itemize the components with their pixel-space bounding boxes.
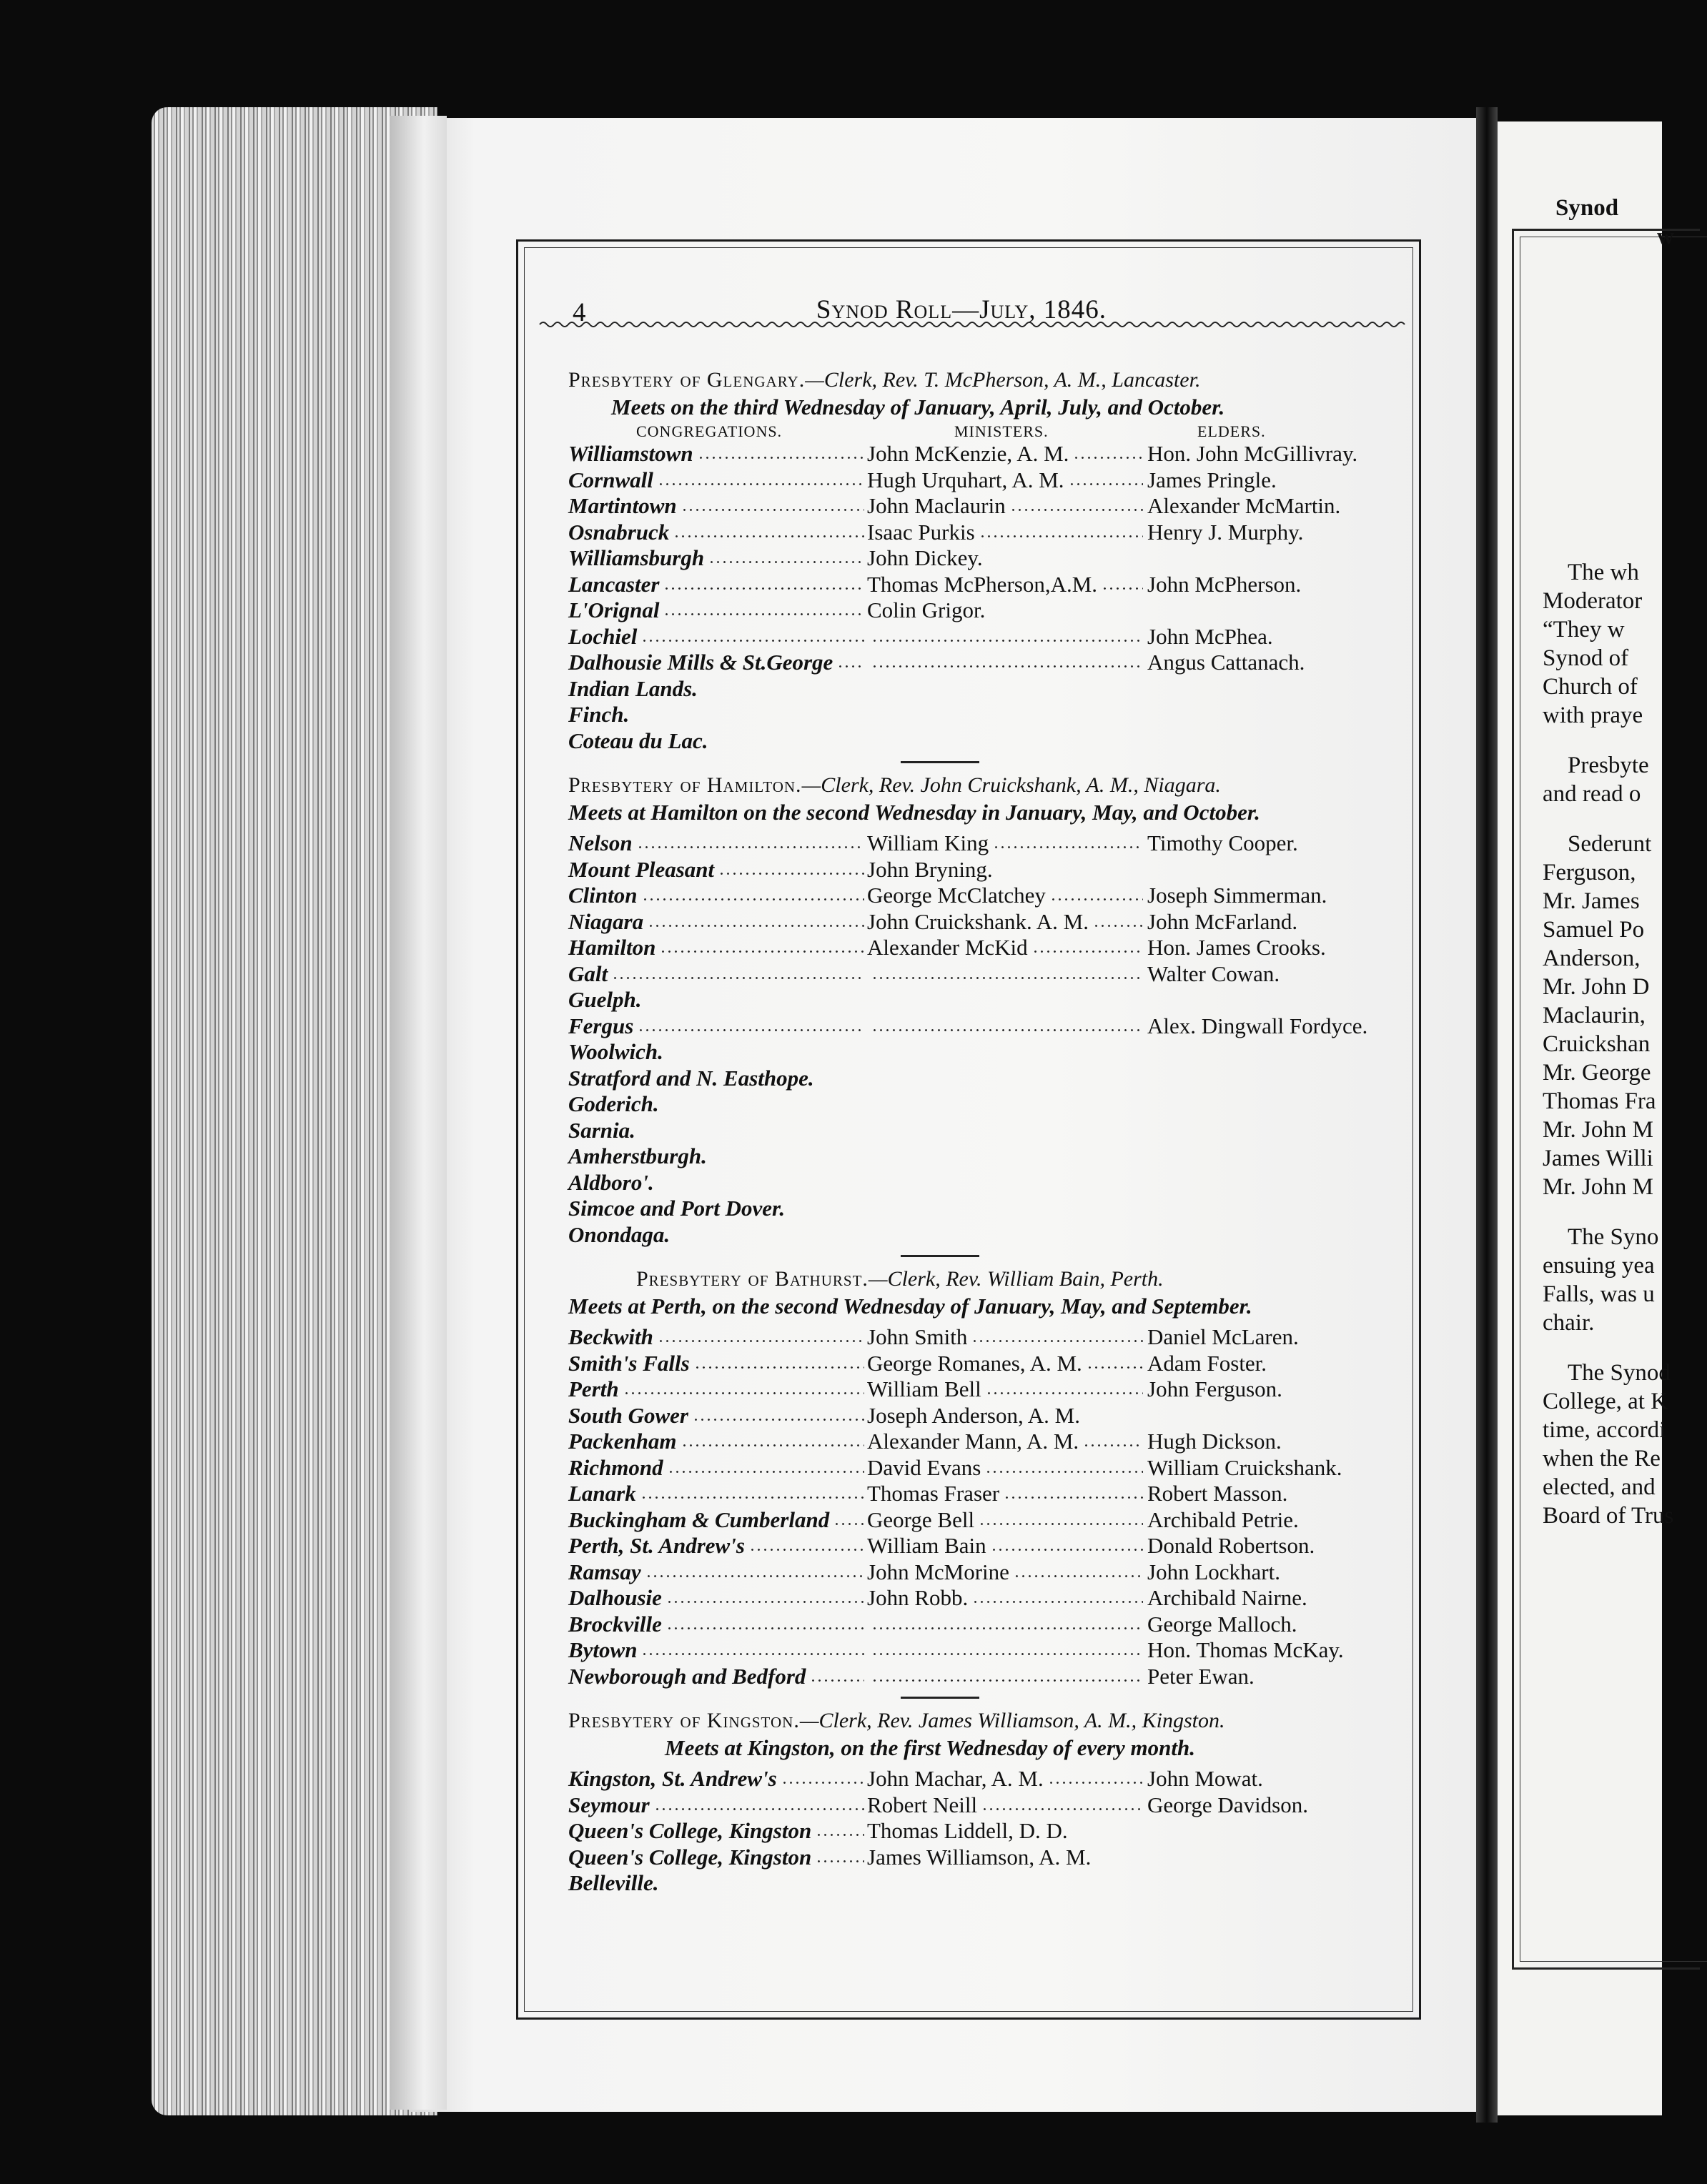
elder-name: Adam Foster. — [1147, 1350, 1267, 1376]
congregation-name: Newborough and Bedford — [568, 1663, 806, 1689]
facing-page-text: with praye — [1543, 703, 1643, 728]
column-header-ministers: MINISTERS. — [954, 422, 1049, 440]
congregation-name: Goderich. — [568, 1091, 659, 1116]
dot-leader — [654, 1808, 864, 1810]
facing-page-text: w — [1657, 224, 1674, 249]
roll-row — [568, 1792, 1412, 1819]
congregation-name: Ramsay — [568, 1559, 641, 1584]
roll-row — [568, 650, 1412, 676]
column-header-congregations: CONGREGATIONS. — [636, 422, 783, 440]
roll-row — [568, 1818, 1412, 1845]
facing-page-text: Synod of — [1543, 645, 1629, 671]
dot-leader — [641, 1653, 864, 1655]
dot-leader — [663, 613, 864, 615]
congregation-name: Martintown — [568, 493, 677, 518]
minister-name: George Romanes, A. M. — [867, 1350, 1082, 1376]
minister-name: John Cruickshank. A. M. — [867, 908, 1089, 934]
roll-row — [568, 1585, 1412, 1612]
elder-name: Angus Cattanach. — [1147, 650, 1305, 675]
congregation-name: Belleville. — [568, 1870, 659, 1895]
elder-name: Alex. Dingwall Fordyce. — [1147, 1013, 1368, 1038]
minister-name: David Evans — [867, 1454, 981, 1480]
roll-row — [568, 961, 1412, 988]
dot-leader — [979, 1523, 1143, 1525]
presbytery-name: Presbytery of Bathurst. — [636, 1267, 869, 1291]
minister-name: John McKenzie, A. M. — [867, 441, 1069, 466]
congregation-name: Amherstburgh. — [568, 1143, 707, 1168]
dot-leader — [810, 1679, 864, 1682]
roll-row — [568, 1845, 1412, 1871]
presbytery-clerk: —Clerk, Rev. T. McPherson, A. M., Lancaster. — [805, 368, 1201, 392]
roll-row — [568, 1324, 1412, 1351]
elder-name: Hon. James Crooks. — [1147, 935, 1326, 960]
facing-page-text: The wh — [1568, 560, 1639, 585]
roll-row — [568, 1118, 1412, 1144]
dot-leader — [645, 1575, 864, 1577]
roll-row — [568, 1533, 1412, 1559]
congregation-name: Lancaster — [568, 571, 660, 597]
presbytery-name: Presbytery of Kingston. — [568, 1709, 800, 1732]
minister-name: William Bell — [867, 1376, 981, 1401]
presbytery-clerk: —Clerk, Rev. James Williamson, A. M., Kingston. — [799, 1709, 1225, 1732]
minister-name: Isaac Purkis — [867, 519, 975, 545]
section-separator — [901, 1255, 979, 1257]
roll-row — [568, 441, 1412, 467]
roll-row — [568, 1507, 1412, 1534]
roll-row — [568, 1637, 1412, 1664]
dot-leader — [871, 1679, 1143, 1682]
dot-leader — [837, 665, 864, 667]
dot-leader — [1073, 457, 1143, 459]
facing-page-text: Mr. James — [1543, 888, 1640, 914]
elder-name: Peter Ewan. — [1147, 1663, 1255, 1689]
roll-row — [568, 1612, 1412, 1638]
dot-leader — [708, 561, 864, 563]
section-separator — [901, 761, 979, 763]
elder-name: Donald Robertson. — [1147, 1533, 1315, 1558]
dot-leader — [871, 977, 1143, 979]
minister-name: John Smith — [867, 1324, 968, 1349]
elder-name: Hon. Thomas McKay. — [1147, 1637, 1344, 1662]
congregation-name: Nelson — [568, 830, 633, 855]
congregation-name: Cornwall — [568, 467, 653, 492]
dot-leader — [871, 665, 1143, 667]
facing-page-text: time, accordi — [1543, 1417, 1666, 1443]
dot-leader — [1069, 483, 1143, 485]
minister-name: John McMorine — [867, 1559, 1009, 1584]
minister-name: Hugh Urquhart, A. M. — [867, 467, 1064, 492]
running-head: Synod Roll—July, 1846. — [816, 295, 1107, 324]
elder-name: William Cruickshank. — [1147, 1454, 1342, 1480]
facing-page-text: Mr. George — [1543, 1060, 1651, 1086]
presbytery-name: Presbytery of Hamilton. — [568, 773, 802, 797]
minister-name: John Bryning. — [867, 856, 993, 882]
congregation-name: Kingston, St. Andrew's — [568, 1766, 777, 1791]
roll-row — [568, 1222, 1412, 1249]
page-stack — [390, 116, 447, 2110]
dot-leader — [681, 509, 864, 511]
roll-row — [568, 935, 1412, 961]
congregation-name: Dalhousie — [568, 1585, 662, 1610]
facing-page-text: Falls, was u — [1543, 1281, 1655, 1307]
elder-name: John Lockhart. — [1147, 1559, 1280, 1584]
roll-row — [568, 987, 1412, 1013]
dot-leader — [816, 1834, 864, 1836]
roll-row — [568, 1196, 1412, 1222]
congregation-name: Coteau du Lac. — [568, 728, 708, 753]
facing-page-text: Ferguson, — [1543, 860, 1636, 885]
roll-row — [568, 1455, 1412, 1481]
dot-leader — [641, 640, 864, 642]
roll-row — [568, 1870, 1412, 1897]
congregation-name: L'Orignal — [568, 597, 660, 622]
congregation-name: Clinton — [568, 883, 638, 908]
meeting-schedule: Meets on the third Wednesday of January, April, July, and October. — [611, 394, 1225, 420]
elder-name: Alexander McMartin. — [1147, 493, 1341, 518]
presbytery-clerk: —Clerk, Rev. John Cruickshank, A. M., Niagara. — [801, 773, 1221, 797]
dot-leader — [1050, 898, 1143, 900]
elder-name: Hon. John McGillivray. — [1147, 441, 1358, 466]
congregation-name: Woolwich. — [568, 1039, 663, 1064]
elder-name: Archibald Petrie. — [1147, 1507, 1299, 1532]
dot-leader — [993, 846, 1143, 848]
roll-row — [568, 493, 1412, 520]
presbytery-clerk: —Clerk, Rev. William Bain, Perth. — [868, 1267, 1164, 1291]
dot-leader — [749, 1549, 864, 1551]
dot-leader — [612, 977, 864, 979]
dot-leader — [972, 1601, 1143, 1603]
congregation-name: Galt — [568, 961, 608, 986]
dot-leader — [991, 1549, 1143, 1551]
facing-page-text: elected, and — [1543, 1474, 1656, 1500]
minister-name: William Bain — [867, 1533, 986, 1558]
congregation-name: Lochiel — [568, 623, 638, 649]
congregation-name: Fergus — [568, 1013, 634, 1038]
congregation-name: Williamsburgh — [568, 545, 705, 570]
roll-row — [568, 1066, 1412, 1092]
roll-row — [568, 624, 1412, 650]
dot-leader — [985, 1471, 1143, 1473]
elder-name: Archibald Nairne. — [1147, 1585, 1307, 1610]
congregation-name: Onondaga. — [568, 1221, 671, 1247]
roll-row — [568, 1481, 1412, 1507]
dot-leader — [981, 1808, 1143, 1810]
meeting-schedule: Meets at Hamilton on the second Wednesday in January, May, and October. — [568, 800, 1260, 825]
minister-name: George Bell — [867, 1507, 975, 1532]
facing-page-text: chair. — [1543, 1310, 1595, 1336]
dot-leader — [694, 1366, 864, 1369]
congregation-name: Beckwith — [568, 1324, 653, 1349]
dot-leader — [979, 535, 1143, 537]
congregation-name: South Gower — [568, 1402, 688, 1428]
dot-leader — [871, 1029, 1143, 1031]
dot-leader — [668, 1471, 864, 1473]
minister-name: William King — [867, 830, 989, 855]
congregation-name: Aldboro'. — [568, 1169, 654, 1195]
elder-name: Daniel McLaren. — [1147, 1324, 1299, 1349]
synod-roll-content — [568, 367, 1412, 1897]
congregation-name: Bytown — [568, 1637, 638, 1662]
congregation-name: Packenham — [568, 1429, 677, 1454]
dot-leader — [623, 1392, 864, 1394]
congregation-name: Sarnia. — [568, 1117, 635, 1143]
dot-leader — [1087, 1366, 1143, 1369]
presbytery-heading — [568, 1707, 1412, 1734]
elder-name: John Ferguson. — [1147, 1376, 1282, 1401]
roll-row — [568, 597, 1412, 624]
congregation-name: Dalhousie Mills & St.George — [568, 650, 833, 675]
minister-name: Thomas Liddell, D. D. — [867, 1818, 1068, 1843]
dot-leader — [1010, 509, 1143, 511]
facing-page-text: Cruickshan — [1543, 1031, 1651, 1057]
roll-row — [568, 676, 1412, 703]
roll-row — [568, 1351, 1412, 1377]
dot-leader — [640, 1496, 864, 1499]
congregation-name: Buckingham & Cumberland — [568, 1507, 830, 1532]
elder-name: Robert Masson. — [1147, 1481, 1288, 1506]
elder-name: Hugh Dickson. — [1147, 1429, 1282, 1454]
dot-leader — [971, 1340, 1143, 1342]
column-header-elders: ELDERS. — [1197, 422, 1266, 440]
facing-page-text: when the Re — [1543, 1446, 1661, 1471]
roll-row — [568, 572, 1412, 598]
congregation-name: Osnabruck — [568, 519, 670, 545]
minister-name: John Dickey. — [867, 545, 983, 570]
congregation-name: Mount Pleasant — [568, 856, 715, 882]
minister-name: Alexander McKid — [867, 935, 1028, 960]
section-separator — [901, 1697, 979, 1699]
elder-name: Joseph Simmerman. — [1147, 883, 1327, 908]
dot-leader — [660, 950, 864, 953]
elder-name: John McPherson. — [1147, 571, 1302, 597]
facing-page-text: Presbyte — [1568, 753, 1649, 778]
minister-name: James Williamson, A. M. — [867, 1844, 1092, 1870]
congregation-name: Indian Lands. — [568, 675, 698, 701]
roll-row — [568, 467, 1412, 494]
roll-row — [568, 909, 1412, 935]
wavy-rule — [540, 319, 1397, 330]
presbytery-heading — [568, 1266, 1412, 1293]
meeting-schedule: Meets at Kingston, on the first Wednesday of every month. — [665, 1735, 1196, 1760]
minister-name: John Maclaurin — [867, 493, 1006, 518]
roll-row — [568, 1766, 1412, 1792]
facing-page-text: Church of — [1543, 674, 1638, 700]
congregation-name: Niagara — [568, 908, 644, 934]
roll-row — [568, 1376, 1412, 1403]
congregation-name: Queen's College, Kingston — [568, 1818, 812, 1843]
congregation-name: Williamstown — [568, 441, 693, 466]
elder-name: John McFarland. — [1147, 908, 1298, 934]
congregation-name: Simcoe and Port Dover. — [568, 1196, 786, 1221]
dot-leader — [681, 1444, 864, 1446]
dot-leader — [1032, 950, 1143, 953]
elder-name: John McPhea. — [1147, 623, 1273, 649]
congregation-name: Brockville — [568, 1611, 662, 1637]
facing-page-text: Samuel Po — [1543, 917, 1645, 943]
minister-name: Colin Grigor. — [867, 597, 986, 622]
elder-name: George Davidson. — [1147, 1792, 1308, 1817]
dot-leader — [663, 587, 864, 590]
presbytery-heading — [568, 772, 1412, 799]
congregation-name: Smith's Falls — [568, 1350, 690, 1376]
congregation-name: Queen's College, Kingston — [568, 1844, 812, 1870]
dot-leader — [986, 1392, 1143, 1394]
dot-leader — [638, 1029, 864, 1031]
roll-row — [568, 728, 1412, 755]
dot-leader — [637, 846, 864, 848]
roll-row — [568, 1403, 1412, 1429]
dot-leader — [698, 457, 864, 459]
roll-row — [568, 883, 1412, 909]
minister-name: George McClatchey — [867, 883, 1046, 908]
dot-leader — [833, 1523, 864, 1525]
dot-leader — [666, 1627, 864, 1629]
minister-name: John Robb. — [867, 1585, 969, 1610]
dot-leader — [658, 483, 864, 485]
dot-leader — [781, 1782, 864, 1784]
dot-leader — [816, 1860, 864, 1862]
dot-leader — [1102, 587, 1143, 590]
dot-leader — [666, 1601, 864, 1603]
roll-row — [568, 1429, 1412, 1455]
dot-leader — [658, 1340, 864, 1342]
facing-page-text: ensuing yea — [1543, 1253, 1655, 1279]
dot-leader — [642, 898, 865, 900]
facing-page-text: The Synod — [1568, 1360, 1671, 1386]
congregation-name: Lanark — [568, 1481, 636, 1506]
congregation-name: Seymour — [568, 1792, 650, 1817]
facing-page-text: Mr. John M — [1543, 1117, 1653, 1143]
elder-name: George Malloch. — [1147, 1611, 1297, 1637]
facing-page-text: Sederunt — [1568, 831, 1652, 857]
dot-leader — [1048, 1782, 1143, 1784]
book-gutter — [1476, 107, 1498, 2123]
congregation-name: Perth, St. Andrew's — [568, 1533, 745, 1558]
dot-leader — [1093, 925, 1143, 927]
dot-leader — [871, 1653, 1143, 1655]
dot-leader — [693, 1419, 864, 1421]
facing-page-text: Maclaurin, — [1543, 1003, 1646, 1028]
facing-page-text: and read o — [1543, 781, 1641, 807]
dot-leader — [871, 1627, 1143, 1629]
roll-row — [568, 1559, 1412, 1586]
roll-row — [568, 1143, 1412, 1170]
congregation-name: Guelph. — [568, 987, 642, 1012]
facing-page-text: Synod — [1555, 195, 1619, 221]
congregation-name: Hamilton — [568, 935, 656, 960]
dot-leader — [871, 640, 1143, 642]
roll-row — [568, 1039, 1412, 1066]
roll-row — [568, 1091, 1412, 1118]
elder-name: Henry J. Murphy. — [1147, 519, 1304, 545]
dot-leader — [718, 873, 864, 875]
congregation-name: Richmond — [568, 1454, 663, 1480]
roll-row — [568, 1664, 1412, 1690]
roll-row — [568, 702, 1412, 728]
minister-name: Joseph Anderson, A. M. — [867, 1402, 1080, 1428]
congregation-name: Finch. — [568, 702, 630, 727]
facing-page-text: Mr. John D — [1543, 974, 1650, 1000]
page-number: 4 — [573, 298, 586, 327]
facing-page-text: James Willi — [1543, 1146, 1653, 1171]
facing-page-text: Anderson, — [1543, 945, 1641, 971]
facing-page-text: Board of Trus — [1543, 1503, 1674, 1529]
roll-row — [568, 520, 1412, 546]
meeting-schedule: Meets at Perth, on the second Wednesday of January, May, and September. — [568, 1294, 1252, 1319]
minister-name: John Machar, A. M. — [867, 1766, 1044, 1791]
roll-row — [568, 857, 1412, 883]
dot-leader — [1083, 1444, 1143, 1446]
elder-name: James Pringle. — [1147, 467, 1277, 492]
facing-page-text: Thomas Fra — [1543, 1088, 1656, 1114]
page-header — [547, 270, 1376, 327]
dot-leader — [1014, 1575, 1143, 1577]
congregation-name: Perth — [568, 1376, 619, 1401]
minister-name: Thomas McPherson,A.M. — [867, 571, 1098, 597]
dot-leader — [1004, 1496, 1143, 1499]
dot-leader — [648, 925, 864, 927]
roll-row — [568, 545, 1412, 572]
roll-row — [568, 830, 1412, 857]
facing-page-text: The Syno — [1568, 1224, 1659, 1250]
page-frame — [516, 239, 1421, 2020]
congregation-name: Stratford and N. Easthope. — [568, 1065, 814, 1091]
minister-name: Alexander Mann, A. M. — [867, 1429, 1079, 1454]
presbytery-name: Presbytery of Glengary. — [568, 368, 806, 392]
elder-name: Walter Cowan. — [1147, 961, 1280, 986]
right-page-frame — [1512, 195, 1700, 1970]
facing-page-text: Mr. John M — [1543, 1174, 1653, 1200]
column-headers — [568, 421, 1412, 441]
facing-page-text: Moderator — [1543, 588, 1643, 614]
dot-leader — [673, 535, 864, 537]
minister-name: Robert Neill — [867, 1792, 978, 1817]
minister-name: Thomas Fraser — [867, 1481, 1000, 1506]
presbytery-heading — [568, 367, 1412, 394]
roll-row — [568, 1170, 1412, 1196]
roll-row — [568, 1013, 1412, 1040]
facing-page-text: “They w — [1543, 617, 1625, 642]
elder-name: Timothy Cooper. — [1147, 830, 1298, 855]
elder-name: John Mowat. — [1147, 1766, 1263, 1791]
facing-page-text: College, at K — [1543, 1389, 1668, 1414]
